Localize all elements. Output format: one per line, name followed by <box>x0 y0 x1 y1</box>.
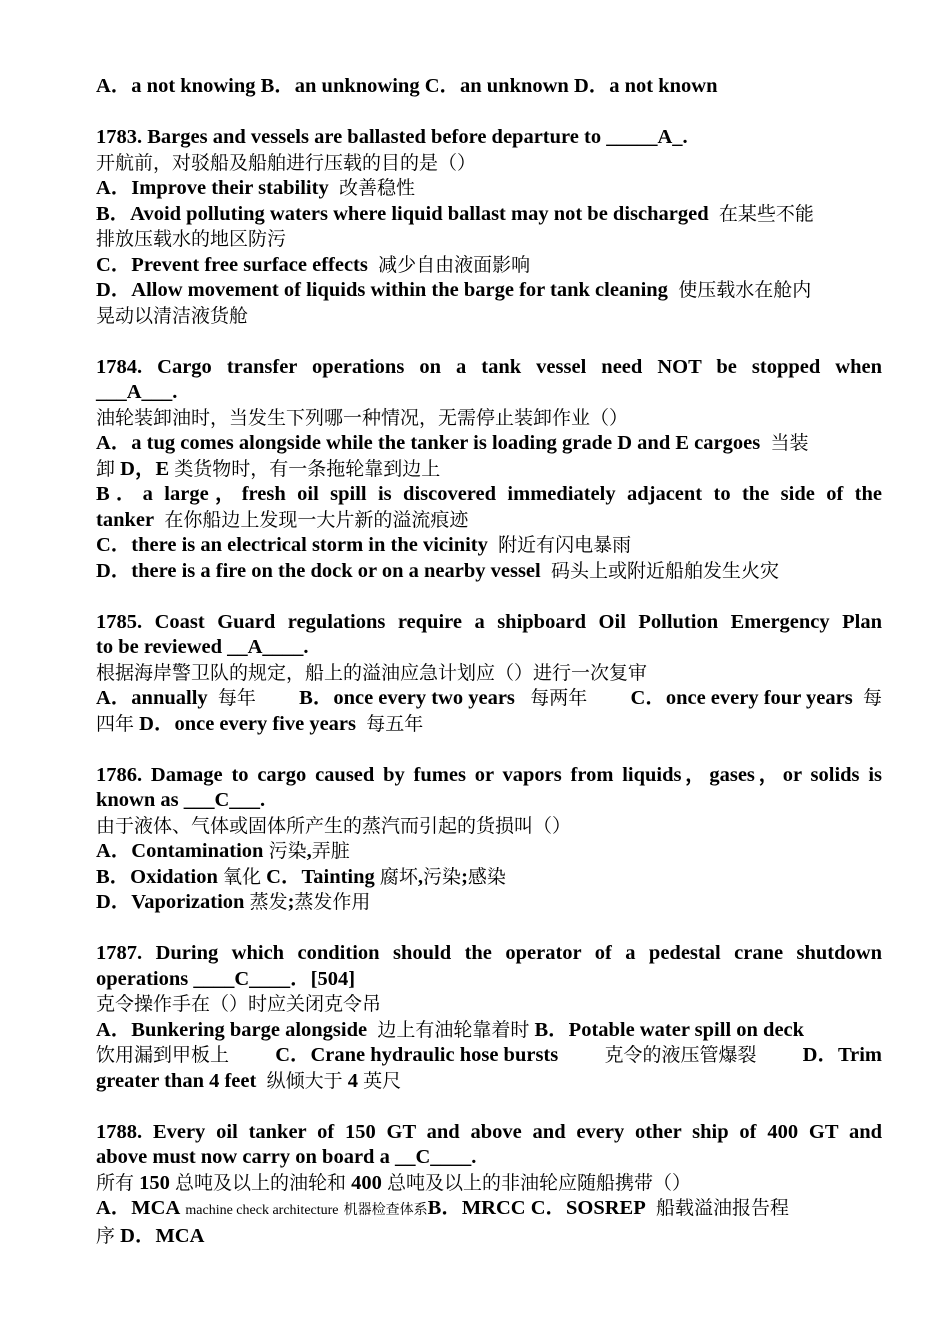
option-c-zh3: 感染 <box>467 865 506 888</box>
option-c-zh: 腐坏 <box>379 865 418 888</box>
option-d-zh: 每五年 <box>366 712 424 735</box>
question-text-cont: to be reviewed __A____. <box>96 636 309 658</box>
translation-400: 400 <box>351 1171 382 1194</box>
option-b-en: B．Potable water spill on deck <box>534 1018 805 1041</box>
option-b-zh: 每两年 <box>530 687 588 709</box>
option-d-en: D．Trim <box>802 1044 882 1066</box>
question-1785 <box>96 610 882 738</box>
option-d-num: 4 <box>347 1069 358 1092</box>
option-d-zh: 使压载水在舱内 <box>678 279 812 301</box>
question-1786 <box>96 763 882 916</box>
option-c-en: C．there is an electrical storm in the vicinity <box>96 534 488 556</box>
option-c-zh: 每 <box>862 687 882 709</box>
option-c-en: C．Tainting <box>266 865 375 888</box>
question-text-cont: operations ____C____．[504] <box>96 967 356 990</box>
translation-part-2: 总吨及以上的油轮和 <box>175 1171 347 1194</box>
option-d-zh: 蒸发 <box>249 891 288 913</box>
option-b: B．a large，fresh oil spill is discovered immediately adjacent to the side of the <box>96 483 882 505</box>
option-a-grades: D，E <box>120 457 170 480</box>
option-c-zh: 克令的液压管爆裂 <box>604 1044 757 1066</box>
question-text: 1788. Every oil tanker of 150 GT and above and every other ship of 400 GT and <box>96 1120 882 1143</box>
option-a-small: machine check architecture <box>185 1203 339 1218</box>
option-b-en: B．Oxidation <box>96 865 218 888</box>
option-d <box>96 890 882 916</box>
question-1788 <box>96 1120 882 1250</box>
option-b-zh: 在某些不能 <box>718 202 814 225</box>
options-line-cont <box>96 712 882 738</box>
question-translation: 开航前，对驳船及船舶进行压载的目的是（） <box>96 151 477 174</box>
question-translation: 由于液体、气体或固体所产生的蒸汽而引起的货损叫（） <box>96 814 572 837</box>
translation-part-3: 总吨及以上的非油轮应随船携带（） <box>387 1171 692 1194</box>
option-a-zh: 每年 <box>217 687 256 709</box>
option-a-zh: 改善稳性 <box>338 177 415 199</box>
option-b-en: B．Avoid polluting waters where liquid ballast may not be discharged <box>96 202 709 225</box>
option-d-en: D．MCA <box>120 1224 205 1247</box>
option-b-en-cont: tanker <box>96 508 155 531</box>
option-a-en: A．a tug comes alongside while the tanker is loading grade D and E cargoes <box>96 432 761 454</box>
question-text-cont: above must now carry on board a __C____. <box>96 1146 477 1168</box>
translation-part-1: 所有 <box>96 1171 135 1194</box>
option-c-zh: 减少自由液面影响 <box>378 253 531 276</box>
question-text: 1786. Damage to cargo caused by fumes or vapors from liquids，gases，or solids is <box>96 763 882 786</box>
option-c-en: C．SOSREP <box>530 1197 646 1219</box>
question-translation <box>96 1171 882 1197</box>
option-c-en: C．Crane hydraulic hose bursts <box>275 1044 559 1066</box>
options-line <box>96 1196 882 1224</box>
option-b-c <box>96 865 882 891</box>
translation-150: 150 <box>139 1171 170 1194</box>
option-c-en: C．Prevent free surface effects <box>96 253 368 276</box>
option-b-zh: 氧化 <box>223 865 262 888</box>
option-d-zh2: 英尺 <box>363 1069 402 1092</box>
option-a-zh2: 弄脏 <box>311 840 350 862</box>
option-c-zh2: 污染 <box>423 865 462 888</box>
option-a-en: A．Improve their stability <box>96 177 329 199</box>
option-a-zh: 污染 <box>268 840 307 862</box>
question-text: 1784. Cargo transfer operations on a tank vessel need NOT be stopped when <box>96 355 882 378</box>
option-d-cont <box>96 1069 882 1095</box>
option-c-zh: 船载溢油报告程 <box>656 1197 790 1219</box>
option-d-zh-cont: 晃动以清洁液货舱 <box>96 304 249 327</box>
option-b-zh-cont: 排放压载水的地区防污 <box>96 228 287 250</box>
option-d-en: D．once every five years <box>139 712 357 735</box>
option-a-en: A．Bunkering barge alongside <box>96 1018 368 1041</box>
option-b-c-d <box>96 1043 882 1069</box>
option-d-en: D．Vaporization <box>96 891 245 913</box>
options-line-cont <box>96 1224 882 1250</box>
option-d <box>96 278 882 304</box>
option-a-en: A．annually <box>96 687 208 709</box>
option-d <box>96 559 882 585</box>
option-d-zh: 码头上或附近船舶发生火灾 <box>550 559 779 582</box>
document-page <box>96 74 882 1249</box>
option-c-zh-cont: 序 <box>96 1224 116 1247</box>
options-line <box>96 686 882 712</box>
question-1787 <box>96 941 882 1094</box>
question-1783 <box>96 125 882 329</box>
question-translation: 油轮装卸油时，当发生下列哪一种情况，无需停止装卸作业（） <box>96 406 629 429</box>
option-d-en-cont: greater than 4 feet <box>96 1069 257 1092</box>
option-b <box>96 202 882 228</box>
question-translation: 克令操作手在（）时应关闭克令吊 <box>96 993 382 1015</box>
option-a-zh: 机器检查体系 <box>343 1202 428 1218</box>
question-text-cont: known as ___C___. <box>96 789 266 811</box>
option-a-sep: , <box>306 840 312 862</box>
option-a-zh-tail: 类货物时，有一条拖轮靠到边上 <box>174 457 441 480</box>
option-c <box>96 533 882 559</box>
question-text: 1783. Barges and vessels are ballasted before departure to _____A_. <box>96 126 688 148</box>
option-a-zh: 当装 <box>770 432 809 454</box>
option-a-en: A．Contamination <box>96 840 264 862</box>
option-b-zh: 在你船边上发现一大片新的溢流痕迹 <box>164 508 469 531</box>
option-b-en: B．MRCC <box>427 1197 526 1219</box>
q1782-options: A．a not knowing B．an unknowing C．an unknown D．a not known <box>96 75 718 97</box>
option-b-cont <box>96 508 882 534</box>
option-d-zh2: 蒸发作用 <box>294 891 371 913</box>
option-a <box>96 176 882 202</box>
option-c-zh-cont: 四年 <box>96 712 135 735</box>
question-text: 1787. During which condition should the operator of a pedestal crane shutdown <box>96 942 882 964</box>
option-b-en: B．once every two years <box>299 687 515 709</box>
option-c-zh: 附近有闪电暴雨 <box>498 534 632 556</box>
question-text-cont: ___A___. <box>96 381 178 403</box>
option-a-b <box>96 1018 882 1044</box>
option-a <box>96 839 882 865</box>
option-c-sep1: , <box>417 865 424 888</box>
option-c-sep2: ; <box>461 865 468 888</box>
option-d-en: D．there is a fire on the dock or on a nearby vessel <box>96 559 541 582</box>
option-a-zh-cont: 卸 <box>96 457 116 480</box>
option-a <box>96 431 882 457</box>
option-d-sep: ; <box>287 891 295 913</box>
option-c <box>96 253 882 279</box>
option-c-en: C．once every four years <box>630 687 853 709</box>
question-text: 1785. Coast Guard regulations require a shipboard Oil Pollution Emergency Plan <box>96 610 882 633</box>
question-1784 <box>96 355 882 585</box>
option-a-zh: 边上有油轮靠着时 <box>377 1018 530 1041</box>
option-a-en: A．MCA <box>96 1197 181 1219</box>
option-d-zh: 纵倾大于 <box>266 1069 343 1092</box>
option-b-zh: 饮用漏到甲板上 <box>96 1044 230 1066</box>
option-a-cont <box>96 457 882 483</box>
question-translation: 根据海岸警卫队的规定，船上的溢油应急计划应（）进行一次复审 <box>96 661 648 684</box>
option-d-en: D．Allow movement of liquids within the barge for tank cleaning <box>96 279 668 301</box>
